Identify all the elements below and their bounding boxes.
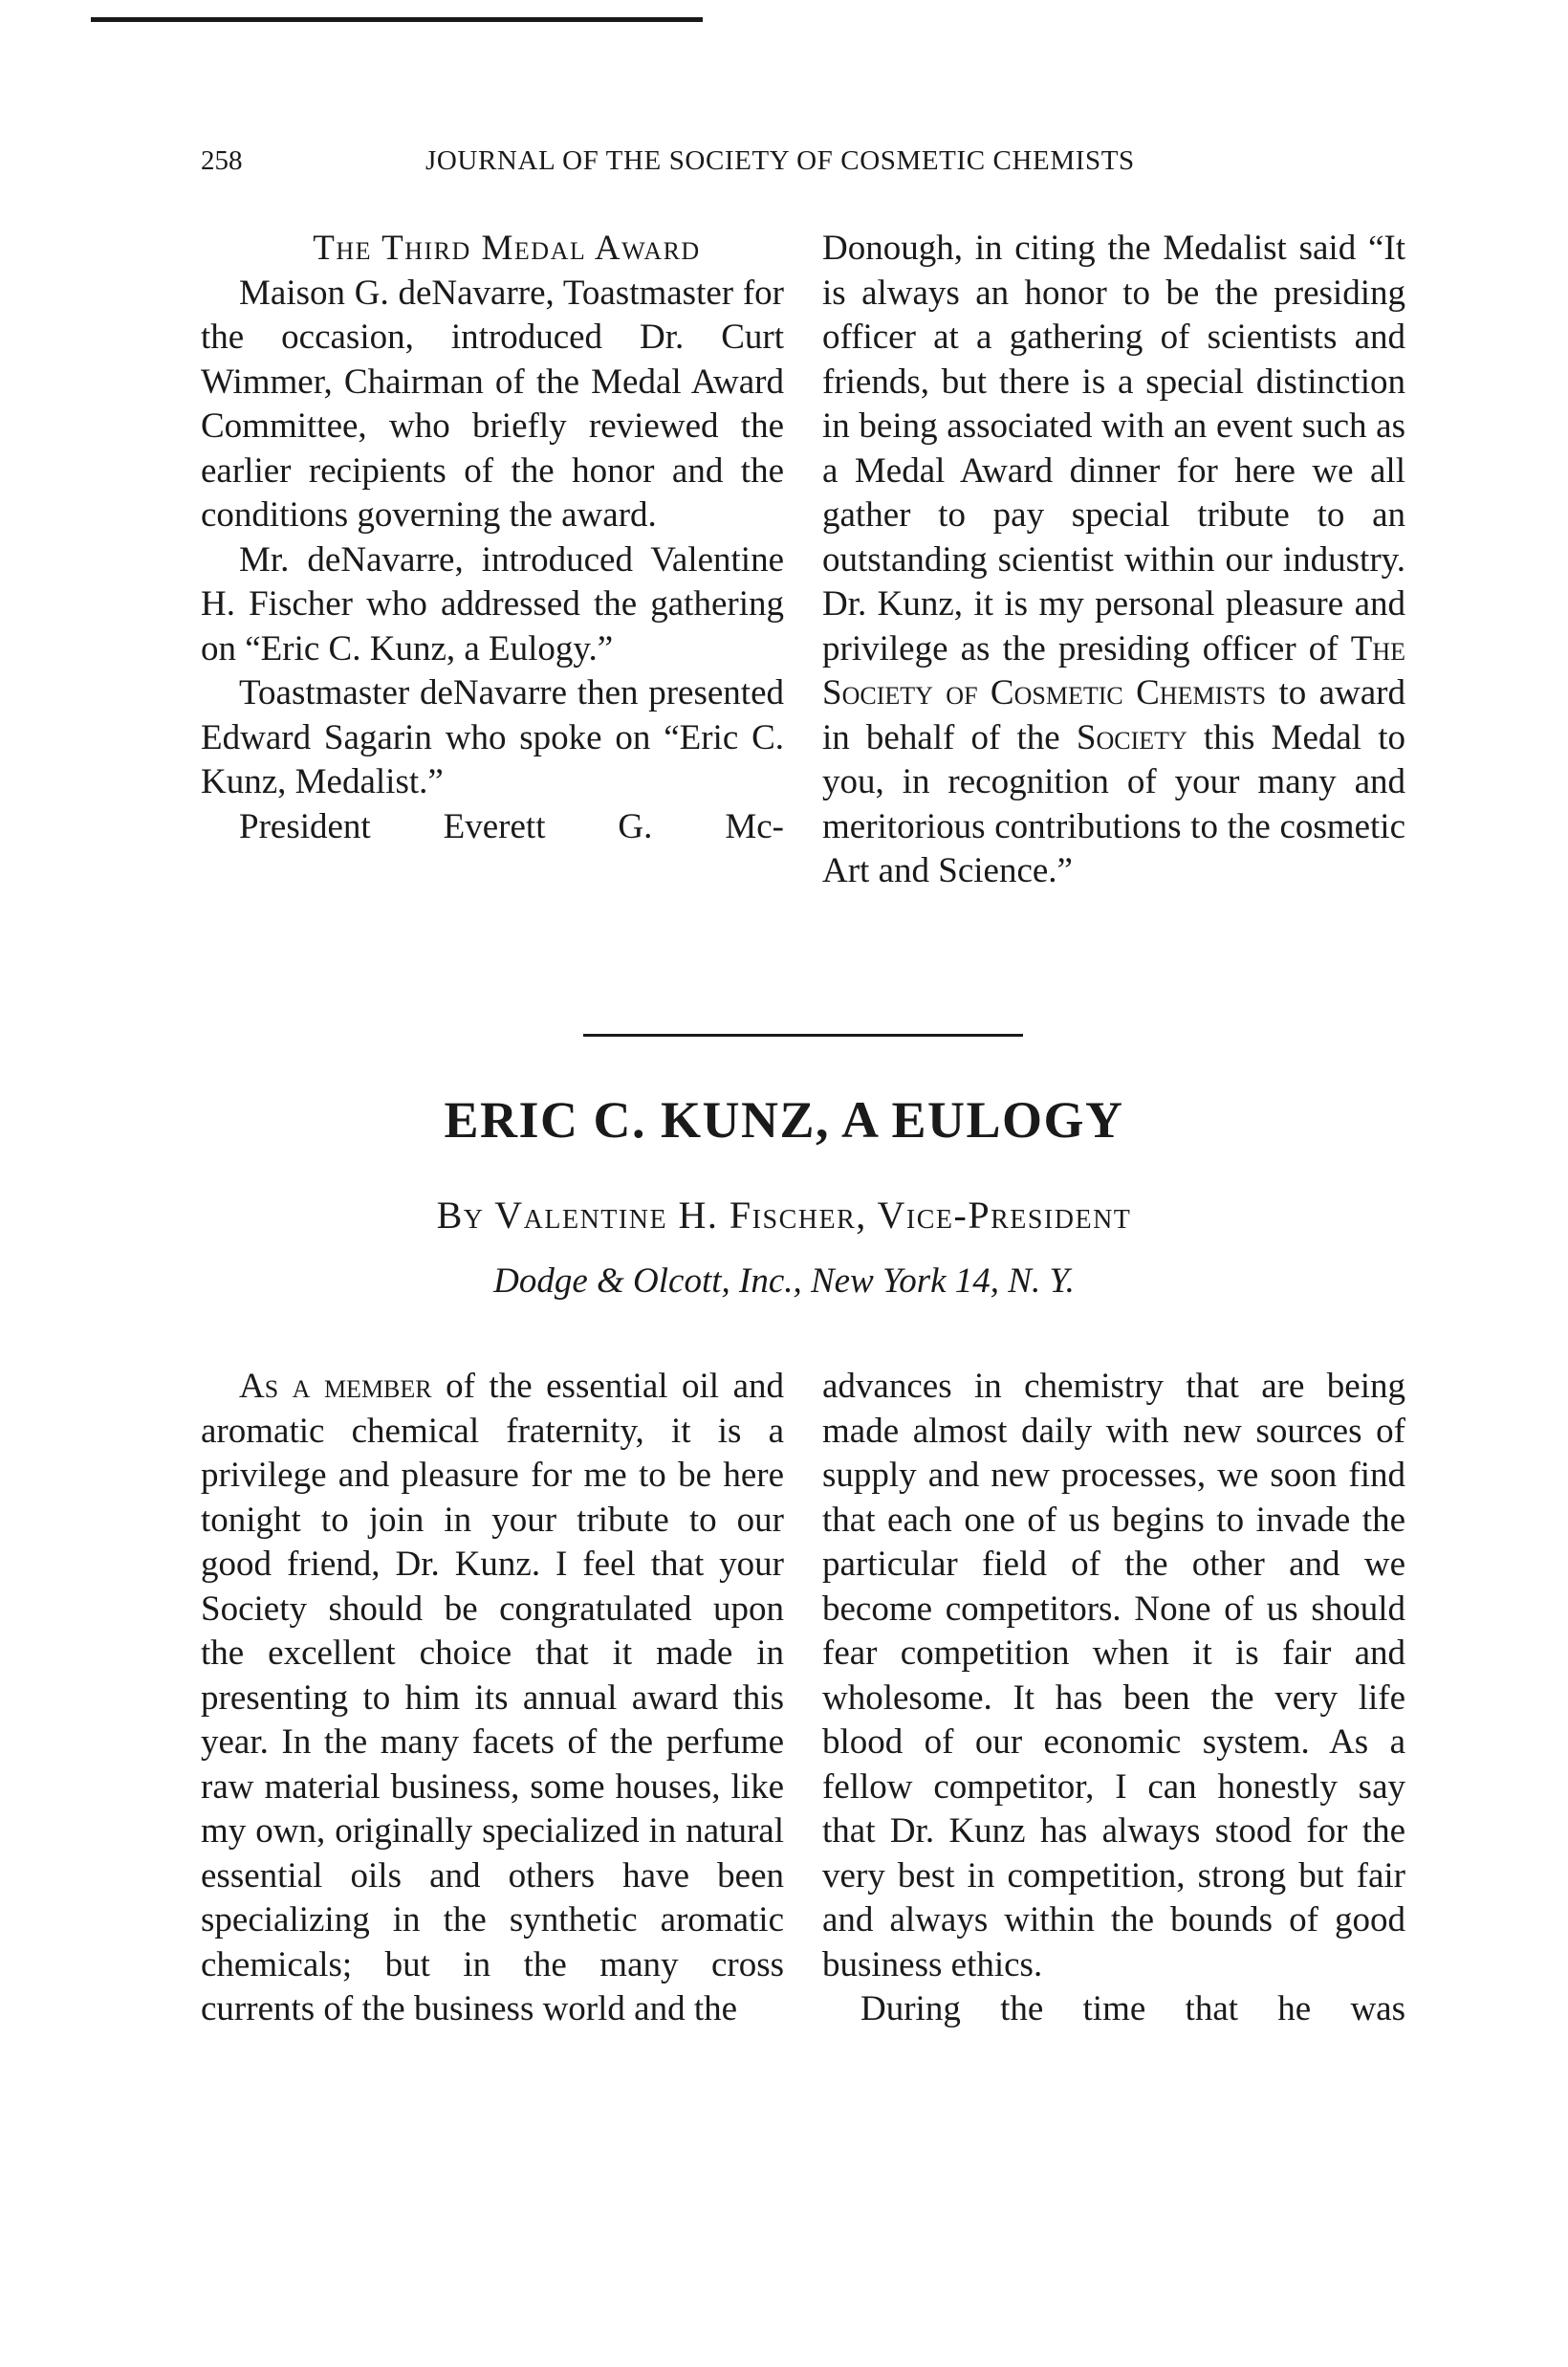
paragraph: advances in chemistry that are being made almost daily with new sources of supply and new processes, we soon find that each one of us begins to invade the particular field of the other and we become competitors. None of us should fear competition when it is fair and wholesome. It has been the very life blood of our economic system. As a fellow competitor, I can honestly say that Dr. Kunz has always stood for the very best in competition, strong but fair and always within the bounds of good business ethics.	[822, 1367, 1405, 1984]
medal-right-column	[822, 227, 1405, 894]
lead-in: As a member	[239, 1367, 432, 1406]
society-short-name: Society	[1076, 717, 1187, 757]
affiliation: Dodge & Olcott, Inc., New York 14, N. Y.	[493, 1261, 1075, 1301]
paragraph: President Everett G. Mc-	[239, 806, 784, 846]
text-run: to award in behalf of the	[822, 673, 1406, 757]
paragraph: Mr. deNavarre, introduced Valentine H. Fischer who addressed the gathering on “Eric C. Kunz, a Eulogy.”	[201, 539, 784, 668]
article-left-column	[201, 1365, 784, 2032]
running-head: JOURNAL OF THE SOCIETY OF COSMETIC CHEMISTS	[425, 145, 1135, 176]
top-rule	[91, 17, 703, 22]
paragraph	[822, 227, 1405, 894]
paragraph: Toastmaster deNavarre then presented Edward Sagarin who spoke on “Eric C. Kunz, Medalist.”	[201, 673, 784, 801]
paragraph	[201, 1365, 784, 2032]
article-right-column	[822, 1365, 1405, 2032]
paragraph: During the time that he was	[860, 1989, 1405, 2028]
text-run: of the essential oil and aromatic chemical fraternity, it is a privilege and pleasure for me to be here tonight to join in your tribute to our good friend, Dr. Kunz. I feel that your Society should be congratulated upon the excellent choice that it made in presenting to him its annual award this year. In the many facets of the perfume raw material business, some houses, like my own, originally specialized in natural essential oils and others have been specializing in the synthetic aromatic chemicals; but in the many cross currents of the business world and the	[201, 1367, 784, 2028]
article-title: ERIC C. KUNZ, A EULOGY	[444, 1091, 1124, 1149]
society-name: The Society of Cosmetic Chemists	[822, 628, 1405, 712]
medal-left-column	[201, 227, 784, 849]
paragraph: Maison G. deNavarre, Toastmaster for the occasion, introduced Dr. Curt Wimmer, Chairman of the Medal Award Committee, who briefly reviewed the earlier recipients of the honor and the conditions governing the award.	[201, 273, 784, 535]
section-heading: The Third Medal Award	[313, 229, 701, 268]
section-divider	[583, 1034, 1023, 1037]
byline: By Valentine H. Fischer, Vice-President	[436, 1194, 1132, 1237]
page-number: 258	[201, 145, 243, 176]
text-run: Donough, in citing the Medalist said “It is always an honor to be the presiding officer at a gathering of scientists and friends, but there is a special distinction in being associated with an event such as a Medal Award dinner for here we all gather to pay special tribute to an outstanding scientist within our industry. Dr. Kunz, it is my personal pleasure and privilege as the presiding officer of	[822, 229, 1405, 668]
text-run: this Medal to you, in recognition of your many and meritorious contributions to the cosmetic Art and Science.”	[822, 717, 1406, 890]
